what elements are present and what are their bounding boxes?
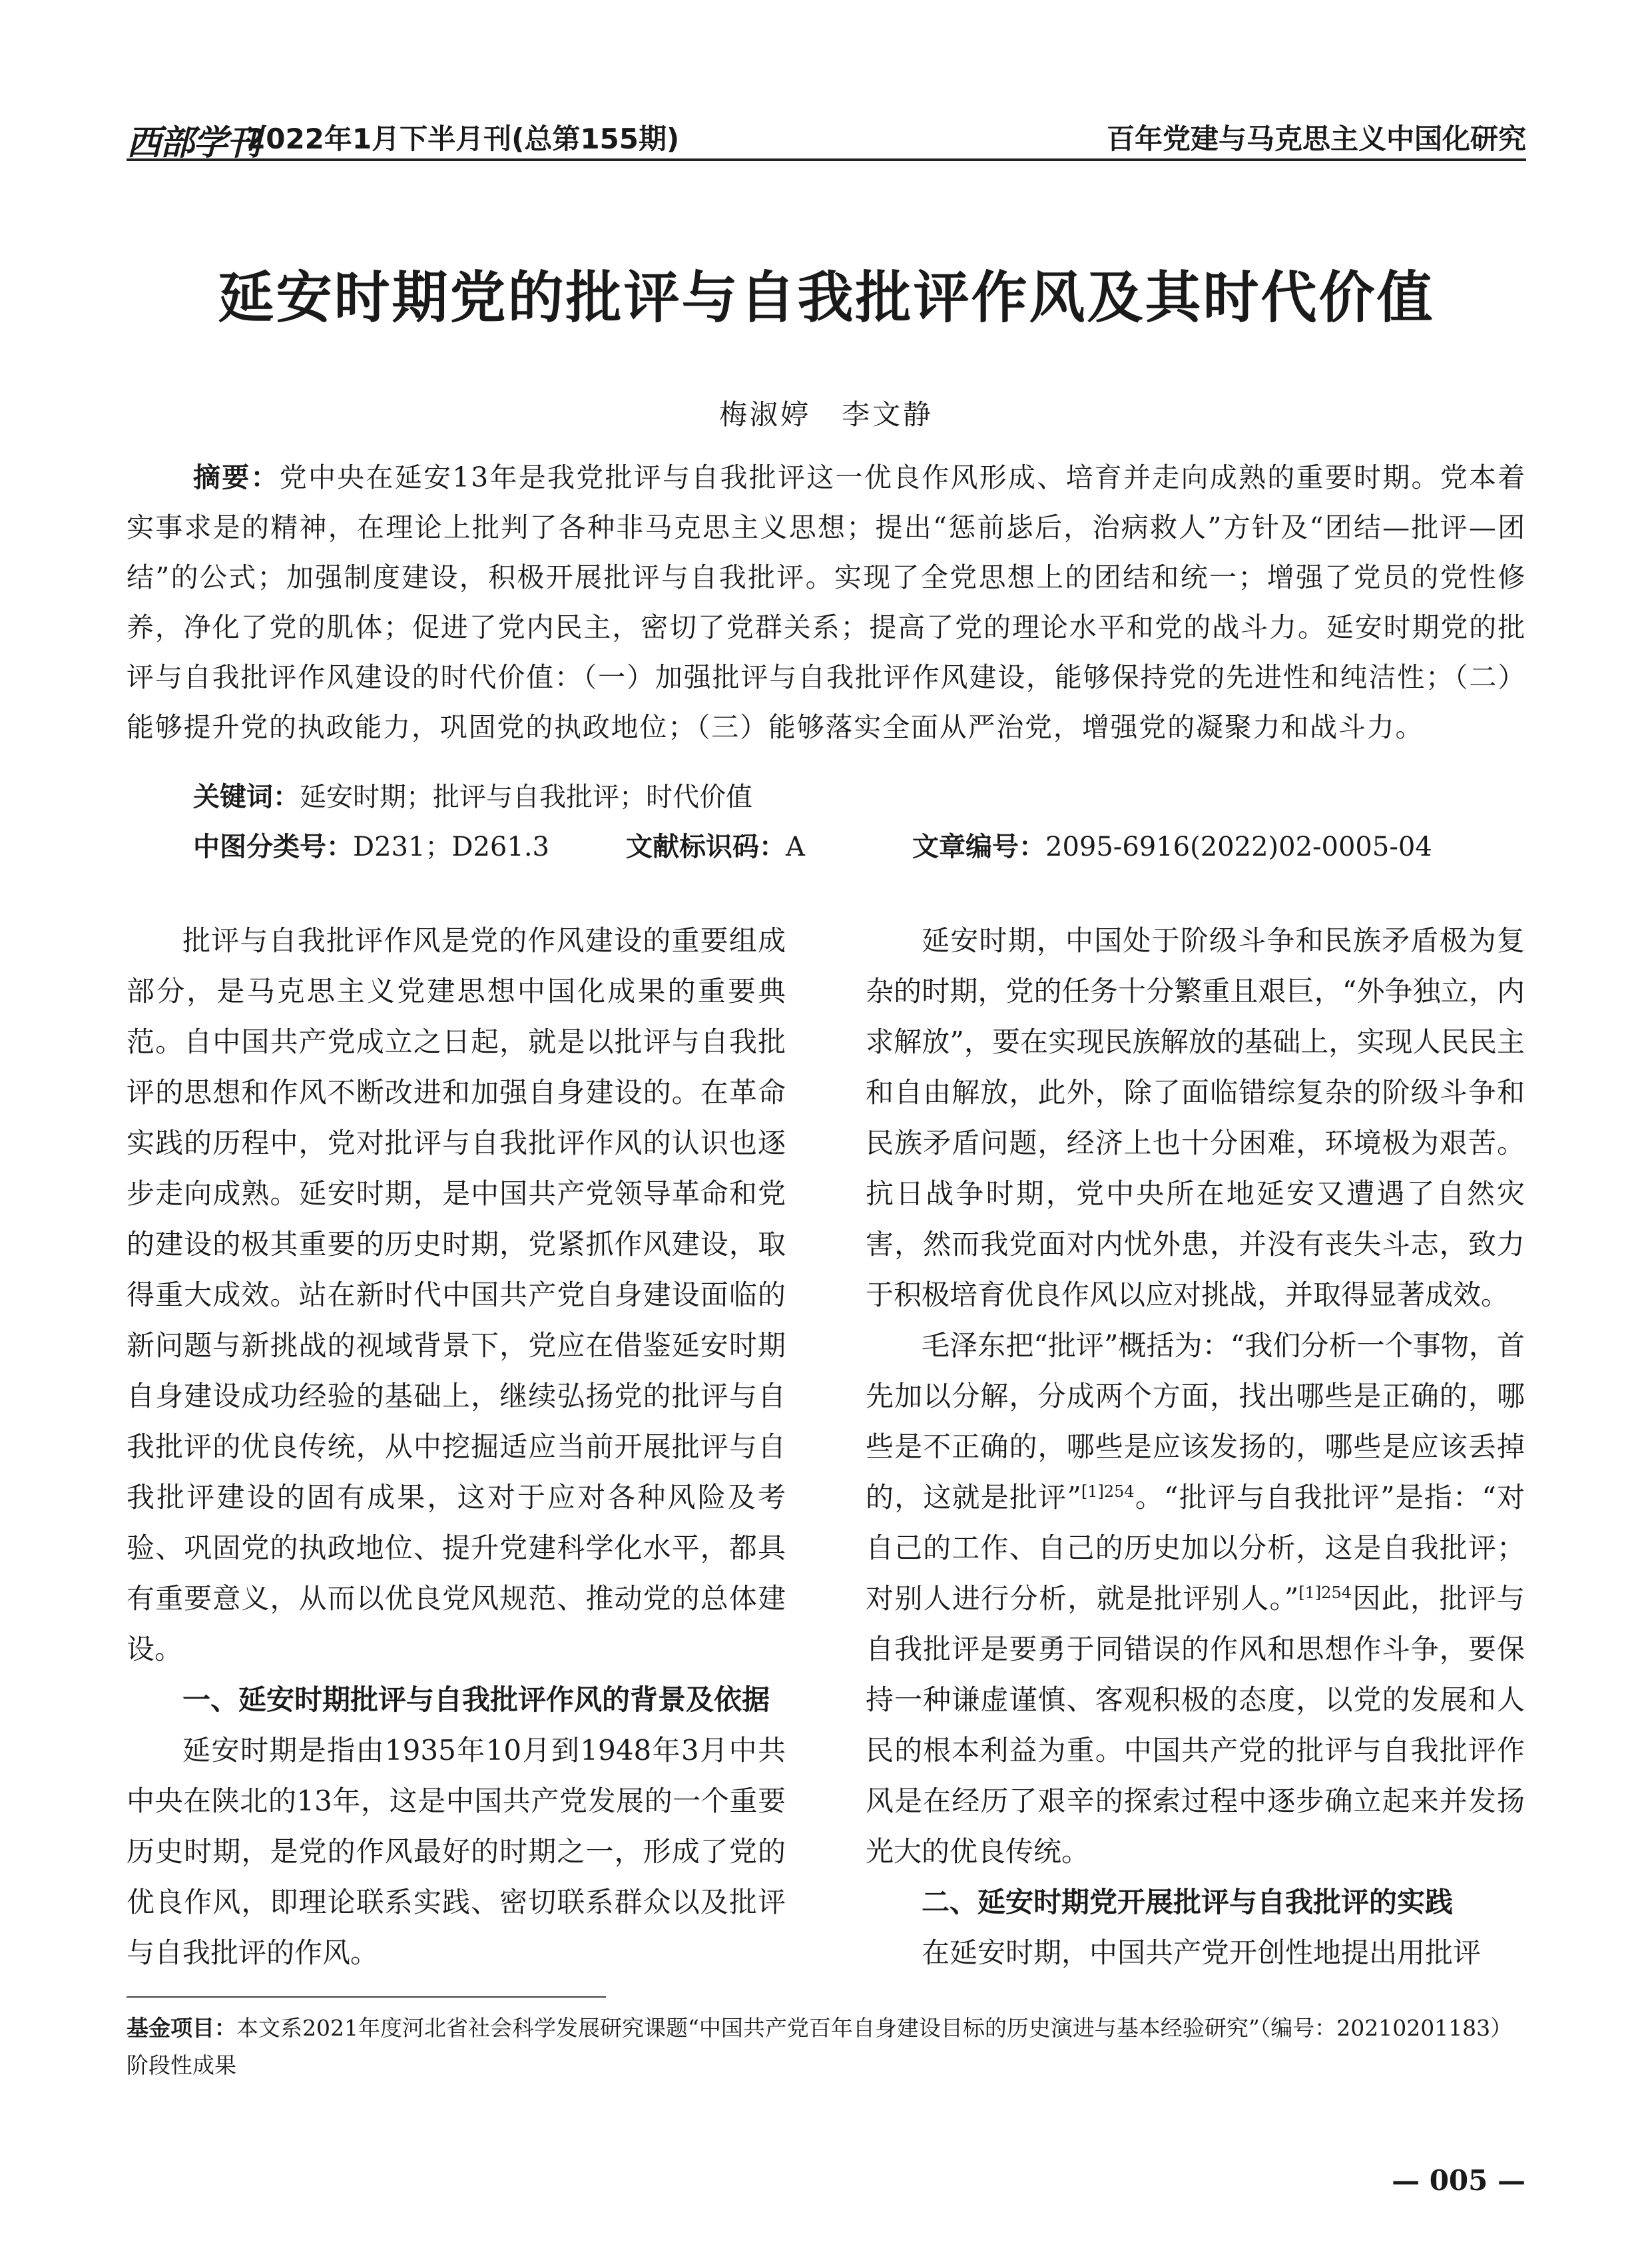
fund-text: 本文系2021年度河北省社会科学发展研究课题“中国共产党百年自身建设目标的历史演进与基本经验研究”（编号：20210201183）阶段性成果	[127, 2015, 1513, 2078]
footnote-divider	[127, 1996, 606, 1998]
paragraph: 延安时期是指由1935年10月到1948年3月中共中央在陕北的13年，这是中国共产党发展的一个重要历史时期，是党的作风最好的时期之一，形成了党的优良作风，即理论联系实践、密切联系群众以及批评与自我批评的作风。	[127, 1734, 786, 1969]
article-title: 延安时期党的批评与自我批评作风及其时代价值	[218, 264, 1435, 330]
citation: [1]254	[1081, 1482, 1135, 1501]
paragraph: 在延安时期，中国共产党开创性地提出用批评	[922, 1936, 1482, 1969]
fund-note	[127, 2010, 1526, 2084]
keywords-label: 关键词：	[193, 782, 300, 812]
clc-number: 中图分类号：D231；D261.3	[193, 832, 549, 862]
paragraph: 批评与自我批评作风是党的作风建设的重要组成部分，是马克思主义党建思想中国化成果的重要典范。自中国共产党成立之日起，就是以批评与自我批评的思想和作风不断改进和加强自身建设的。在革命实践的历程中，党对批评与自我批评作风的认识也逐步走向成熟。延安时期，是中国共产党领导革命和党的建设的极其重要的历史时期，党紧抓作风建设，取得重大成效。站在新时代中国共产党自身建设面临的新问题与新挑战的视域背景下，党应在借鉴延安时期自身建设成功经验的基础上，继续弘扬党的批评与自我批评的优良传统，从中挖掘适应当前开展批评与自我批评建设的固有成果，这对于应对各种风险及考验、巩固党的执政地位、提升党建科学化水平，都具有重要意义，从而以优良党风规范、推动党的总体建设。	[127, 924, 786, 1665]
section-title: 百年党建与马克思主义中国化研究	[1106, 123, 1526, 155]
paragraph: 毛泽东把“批评”概括为：“我们分析一个事物，首先加以分解，分成两个方面，找出哪些是正确的，哪些是不正确的，哪些是应该发扬的，哪些是应该丢掉的，这就是批评”$^{[1]254}$。“批评与自我批评”是指：“对自己的工作、自己的历史加以分析，这是自我批评；对别人进行分析，就是批评别人。”$^{[1]254}$因此，批评与自我批评是要勇于同错误的作风和思想作斗争，要保持一种谦虚谨慎、客观积极的态度，以党的发展和人民的根本利益为重。中国共产党的批评与自我批评作风是在经历了艰辛的探索过程中逐步确立起来并发扬光大的优良传统。	[866, 1329, 1525, 1868]
keywords	[193, 776, 752, 814]
body-column-right	[866, 916, 1525, 1978]
section-heading: 一、延安时期批评与自我批评作风的背景及依据	[182, 1683, 770, 1716]
issue-info: 2022年1月下半月刊(总第155期)	[246, 123, 680, 155]
section-heading: 二、延安时期党开展批评与自我批评的实践	[922, 1886, 1454, 1918]
journal-logo: 西部学刊	[127, 123, 260, 163]
body-column-left	[127, 916, 786, 1978]
paragraph: 延安时期，中国处于阶级斗争和民族矛盾极为复杂的时期，党的任务十分繁重且艰巨，“外争独立，内求解放”，要在实现民族解放的基础上，实现人民民主和自由解放，此外，除了面临错综复杂的阶级斗争和民族矛盾问题，经济上也十分困难，环境极为艰苦。抗日战争时期，党中央所在地延安又遭遇了自然灾害，然而我党面对内忧外患，并没有丧失斗志，致力于积极培育优良作风以应对挑战，并取得显著成效。	[866, 924, 1525, 1311]
citation: [1]254	[1298, 1583, 1352, 1602]
abstract-label: 摘要：	[193, 461, 280, 493]
abstract-text: 党中央在延安13年是我党批评与自我批评这一优良作风形成、培育并走向成熟的重要时期。党本着实事求是的精神，在理论上批判了各种非马克思主义思想；提出“惩前毖后，治病救人”方针及“团结—批评—团结”的公式；加强制度建设，积极开展批评与自我批评。实现了全党思想上的团结和统一；增强了党员的党性修养，净化了党的肌体；促进了党内民主，密切了党群关系；提高了党的理论水平和党的战斗力。延安时期党的批评与自我批评作风建设的时代价值：（一）加强批评与自我批评作风建设，能够保持党的先进性和纯洁性；（二）能够提升党的执政能力，巩固党的执政地位；（三）能够落实全面从严治党，增强党的凝聚力和战斗力。	[127, 461, 1526, 743]
fund-label: 基金项目：	[127, 2015, 236, 2041]
document-code: 文献标识码：A	[626, 832, 805, 862]
authors: 梅淑婷 李文静	[718, 398, 934, 431]
keywords-text: 延安时期；批评与自我批评；时代价值	[300, 782, 752, 812]
running-header	[127, 112, 1526, 161]
article-number: 文章编号：2095-6916(2022)02-0005-04	[912, 832, 1432, 862]
page-number: — 005 —	[1392, 2164, 1525, 2197]
abstract	[127, 453, 1526, 752]
